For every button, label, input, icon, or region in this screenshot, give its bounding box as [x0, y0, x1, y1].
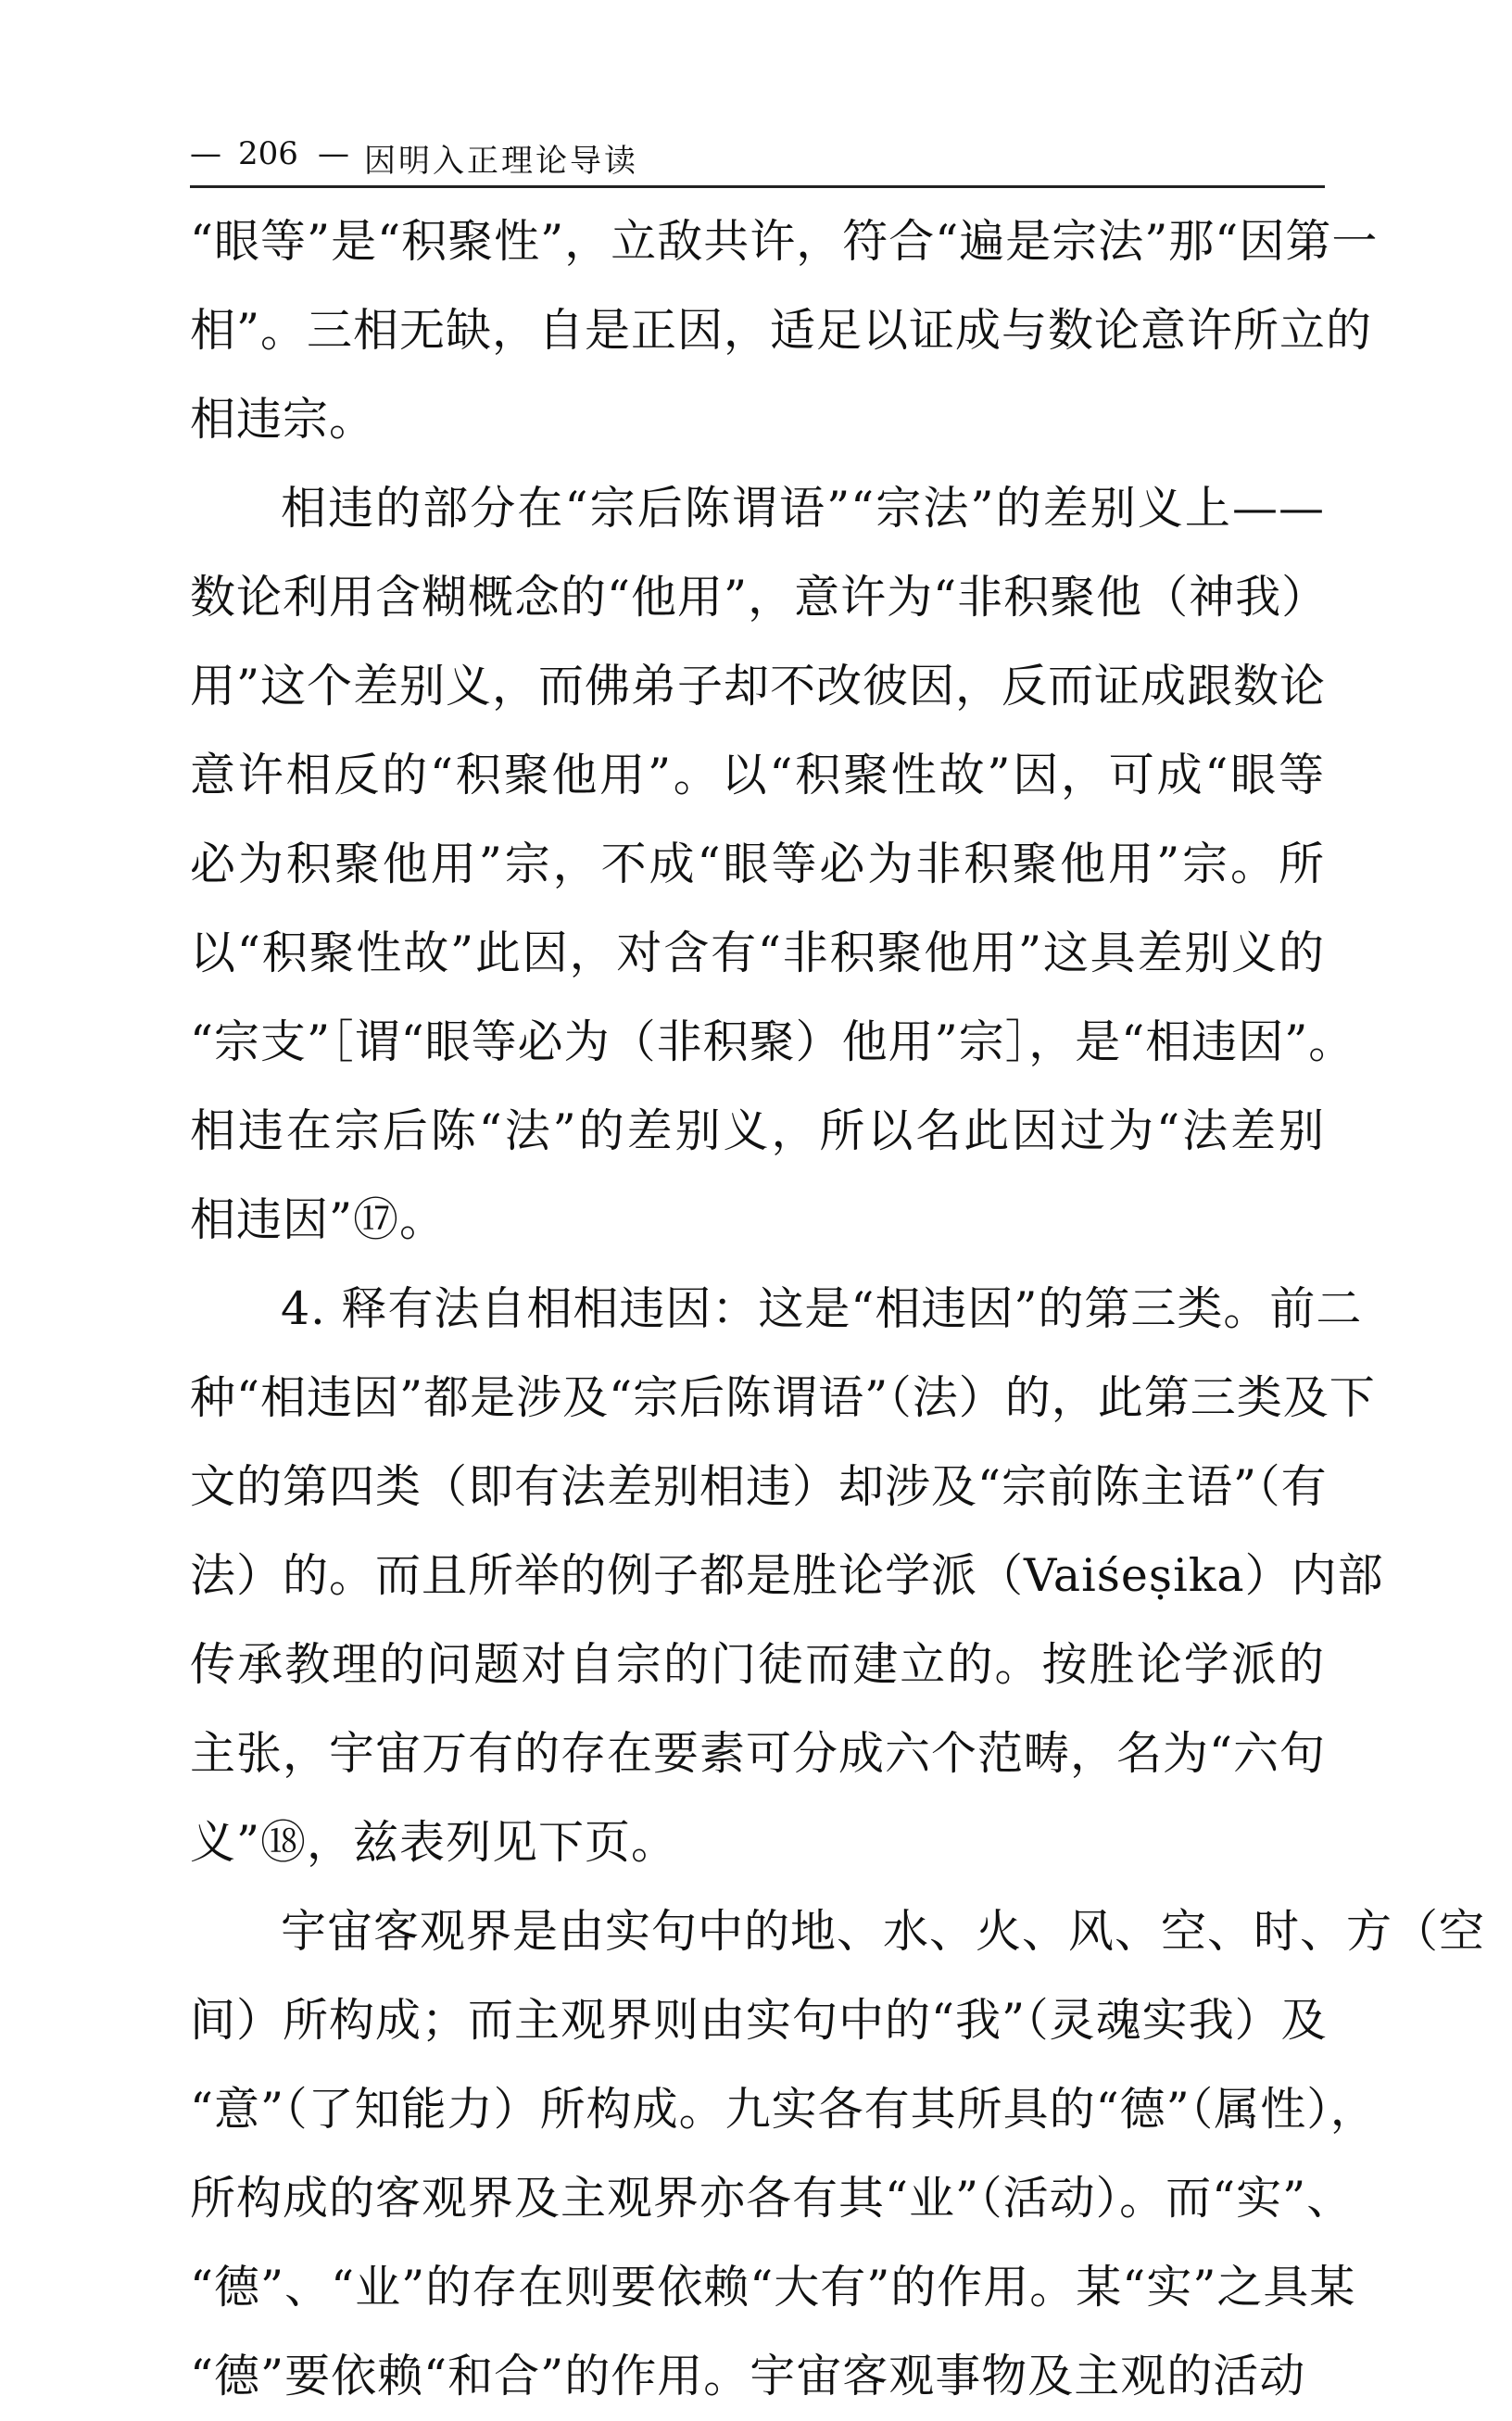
- text-line: 相违因”⑰。: [190, 1193, 447, 1246]
- text-line: 相违的部分在“宗后陈谓语”“宗法”的差别义上——: [281, 482, 1325, 535]
- text-line: 法）的。而且所举的例子都是胜论学派（Vaiśeṣika）内部: [190, 1549, 1384, 1602]
- text-line: 数论利用含糊概念的“他用”，意许为“非积聚他（神我）: [190, 571, 1329, 624]
- text-line: 主张，宇宙万有的存在要素可分成六个范畴，名为“六句: [190, 1727, 1327, 1780]
- text-line: “眼等”是“积聚性”，立敌共许，符合“遍是宗法”那“因第一: [190, 215, 1379, 268]
- text-line: “德”、“业”的存在则要依赖“大有”的作用。某“实”之具某: [190, 2261, 1356, 2314]
- text-line: 所构成的客观界及主观界亦各有其“业”（活动）。而“实”、: [190, 2172, 1354, 2225]
- text-line: 间）所构成；而主观界则由实句中的“我”（灵魂实我）及: [190, 1994, 1328, 2047]
- text-line: 种“相违因”都是涉及“宗后陈谓语”（法）的，此第三类及下: [190, 1371, 1376, 1424]
- text-line: 宇宙客观界是由实句中的地、水、火、风、空、时、方（空: [281, 1905, 1486, 1958]
- page-body-text: [190, 197, 1486, 2421]
- text-line: 传承教理的问题对自宗的门徒而建立的。按胜论学派的: [190, 1638, 1325, 1691]
- header-dash-left: —: [190, 135, 221, 172]
- text-line: 4. 释有法自相相违因：这是“相违因”的第三类。前二: [281, 1282, 1363, 1335]
- text-line: “意”（了知能力）所构成。九实各有其所具的“德”（属性），: [190, 2083, 1377, 2136]
- text-line: 相”。三相无缺，自是正因，适足以证成与数论意许所立的: [190, 304, 1373, 357]
- book-title: 因明入正理论导读: [364, 143, 638, 180]
- text-line: 意许相反的“积聚他用”。以“积聚性故”因，可成“眼等: [190, 749, 1325, 801]
- text-line: 以“积聚性故”此因，对含有“非积聚他用”这具差别义的: [190, 927, 1325, 979]
- text-line: 必为积聚他用”宗，不成“眼等必为非积聚他用”宗。所: [190, 838, 1325, 890]
- text-line: 文的第四类（即有法差别相违）却涉及“宗前陈主语”（有: [190, 1460, 1328, 1513]
- page-number: 206: [238, 135, 298, 172]
- paragraph: [190, 1887, 1486, 2421]
- paragraph: [190, 1265, 1384, 1887]
- text-line: “德”要依赖“和合”的作用。宇宙客观事物及主观的活动: [190, 2350, 1306, 2402]
- running-header: [190, 130, 1325, 188]
- text-line: 义”⑱，兹表列见下页。: [190, 1816, 678, 1869]
- text-line: “宗支”［谓“眼等必为（非积聚）他用”宗］，是“相违因”。: [190, 1015, 1355, 1068]
- text-line: 相违宗。: [190, 393, 376, 446]
- text-line: 用”这个差别义，而佛弟子却不改彼因，反而证成跟数论: [190, 660, 1327, 712]
- text-line: 相违在宗后陈“法”的差别义，所以名此因过为“法差别: [190, 1104, 1325, 1157]
- paragraph: [190, 197, 1379, 464]
- paragraph: [190, 464, 1355, 1265]
- header-dash-right: —: [318, 135, 349, 172]
